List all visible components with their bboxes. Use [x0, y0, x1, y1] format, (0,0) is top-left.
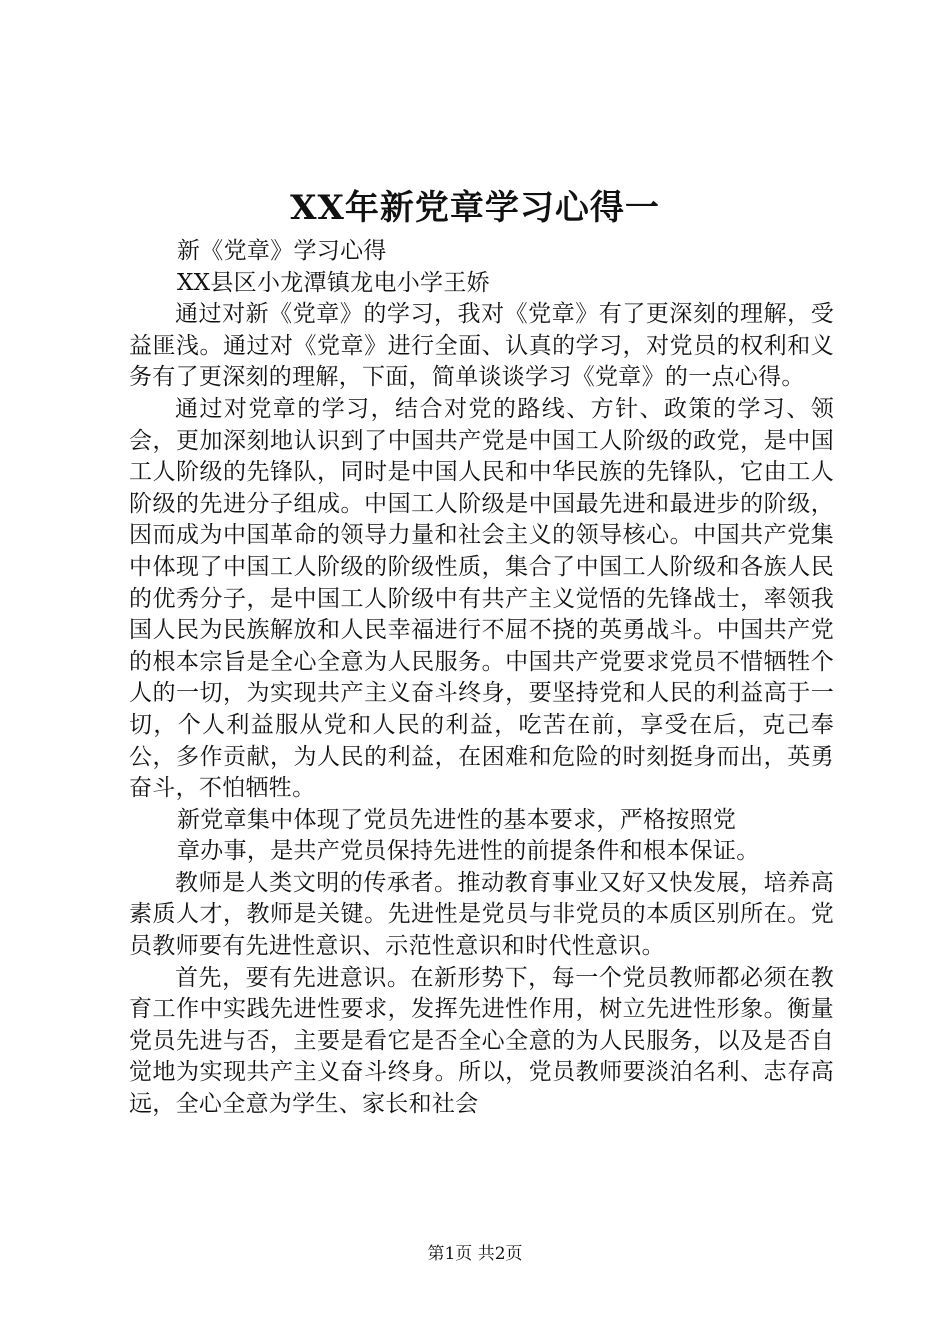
paragraph-4: 教师是人类文明的传承者。推动教育事业又好又快发展，培养高素质人才，教师是关键。先进性是党员与非党员的本质区别所在。党员教师要有先进性意识、示范性意识和时代性意识。: [129, 869, 834, 960]
document-author: XX县区小龙潭镇龙电小学王娇: [177, 269, 490, 296]
paragraph-5: 首先，要有先进意识。在新形势下，每一个党员教师都必须在教育工作中实践先进性要求，发挥先进性作用，树立先进性形象。衡量党员先进与否，主要是看它是否全心全意的为人民服务，以及是否自觉地为实现共产主义奋斗终身。所以，党员教师要淡泊名利、志存高远，全心全意为学生、家长和社会: [129, 964, 834, 1118]
document-title: XX年新党章学习心得一: [290, 188, 660, 228]
document-body: [129, 236, 834, 1121]
paragraph-2: 通过对党章的学习，结合对党的路线、方针、政策的学习、领会，更加深刻地认识到了中国共产党是中国工人阶级的政党，是中国工人阶级的先锋队，同时是中国人民和中华民族的先锋队，它由工人阶级的先进分子组成。中国工人阶级是中国最先进和最进步的阶级，因而成为中国革命的领导力量和社会主义的领导核心。中国共产党集中体现了中国工人阶级的阶级性质，集合了中国工人阶级和各族人民的优秀分子，是中国工人阶级中有共产主义觉悟的先锋战士，率领我国人民为民族解放和人民幸福进行不屈不挠的英勇战斗。中国共产党的根本宗旨是全心全意为人民服务。中国共产党要求党员不惜牺牲个人的一切，为实现共产主义奋斗终身，要坚持党和人民的利益高于一切，个人利益服从党和人民的利益，吃苦在前，享受在后，克己奉公，多作贡献，为人民的利益，在困难和危险的时刻挺身而出，英勇奋斗，不怕牺牲。: [129, 395, 834, 802]
paragraph-1: 通过对新《党章》的学习，我对《党章》有了更深刻的理解，受益匪浅。通过对《党章》进行全面、认真的学习，对党员的权利和义务有了更深刻的理解，下面，简单谈谈学习《党章》的一点心得。: [129, 301, 834, 391]
document-subtitle: 新《党章》学习心得: [177, 238, 387, 264]
paragraph-3-line-2: 章办事，是共产党员保持先进性的前提条件和根本保证。: [177, 838, 760, 865]
page-number: 第1页 共2页: [427, 1244, 523, 1264]
paragraph-3-line-1: 新党章集中体现了党员先进性的基本要求，严格按照党: [177, 806, 737, 833]
